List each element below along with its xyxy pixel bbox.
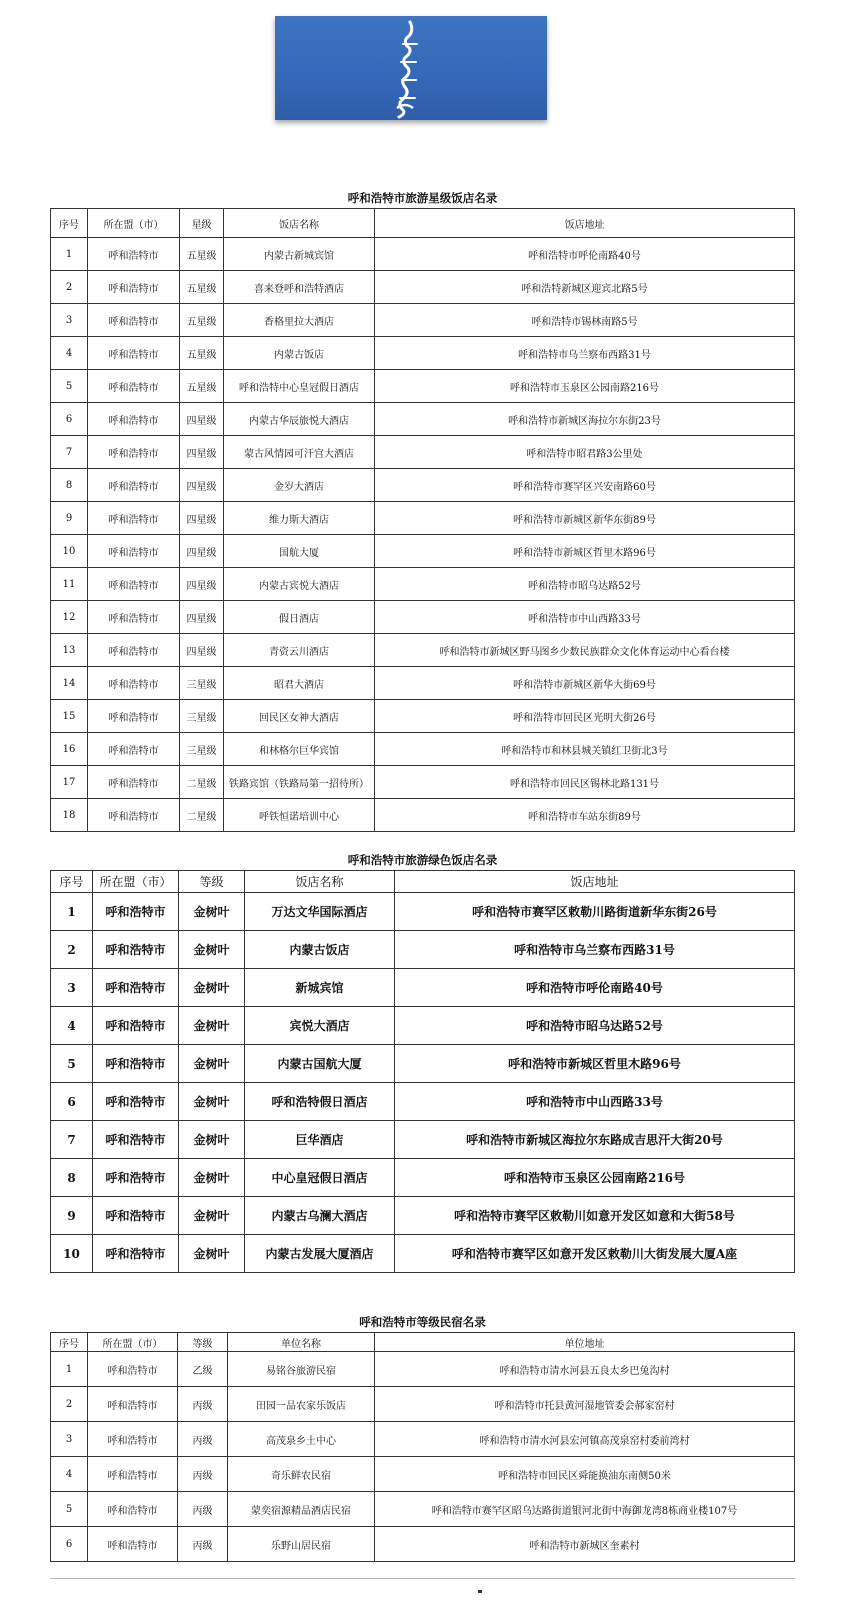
table-row [51, 1352, 795, 1387]
green-hotels-section [50, 850, 795, 1273]
address-cell: 呼和浩特市呼伦南路40号 [395, 969, 795, 1007]
region-cell: 呼和浩特市 [88, 337, 180, 370]
green-hotels-title: 呼和浩特市旅游绿色饭店名录 [347, 853, 498, 867]
table-row [51, 634, 795, 667]
level-cell: 金树叶 [179, 1121, 245, 1159]
index-cell: 5 [51, 1045, 93, 1083]
page-cutoff [0, 1578, 847, 1600]
table-row [51, 733, 795, 766]
index-cell: 2 [51, 271, 88, 304]
col-address-header: 单位地址 [375, 1333, 795, 1352]
level-cell: 金树叶 [179, 1235, 245, 1273]
star-hotels-title: 呼和浩特市旅游星级饭店名录 [347, 191, 498, 205]
address-cell: 呼和浩特市回民区光明大街26号 [375, 700, 795, 733]
table-row [51, 1235, 795, 1273]
address-cell: 呼和浩特市新城区新华大街69号 [375, 667, 795, 700]
header-banner [275, 16, 547, 120]
table-row [51, 1197, 795, 1235]
name-cell: 乐野山居民宿 [228, 1527, 375, 1562]
level-cell: 金树叶 [179, 893, 245, 931]
table-row [51, 403, 795, 436]
region-cell: 呼和浩特市 [88, 535, 180, 568]
level-cell: 三星级 [180, 700, 224, 733]
level-cell: 金树叶 [179, 931, 245, 969]
index-cell: 3 [51, 969, 93, 1007]
table-row [51, 370, 795, 403]
address-cell: 呼和浩特市昭乌达路52号 [375, 568, 795, 601]
level-cell: 五星级 [180, 238, 224, 271]
index-cell: 11 [51, 568, 88, 601]
region-cell: 呼和浩特市 [93, 1121, 179, 1159]
index-cell: 9 [51, 502, 88, 535]
index-cell: 2 [51, 931, 93, 969]
level-cell: 丙级 [178, 1387, 228, 1422]
index-cell: 8 [51, 469, 88, 502]
region-cell: 呼和浩特市 [88, 634, 180, 667]
table-row [51, 1387, 795, 1422]
region-cell: 呼和浩特市 [88, 667, 180, 700]
index-cell: 7 [51, 436, 88, 469]
col-grade-header: 等级 [178, 1333, 228, 1352]
table-row [51, 667, 795, 700]
address-cell: 呼和浩特市回民区锡林北路131号 [375, 766, 795, 799]
address-cell: 呼和浩特市赛罕区如意开发区敕勒川大街发展大厦A座 [395, 1235, 795, 1273]
col-region-header: 所在盟（市） [88, 1333, 178, 1352]
level-cell: 金树叶 [179, 1083, 245, 1121]
table-row [51, 766, 795, 799]
name-cell: 蒙奕宿源精品酒店民宿 [228, 1492, 375, 1527]
level-cell: 五星级 [180, 304, 224, 337]
table-row [51, 436, 795, 469]
level-cell: 金树叶 [179, 1045, 245, 1083]
name-cell: 香格里拉大酒店 [224, 304, 375, 337]
address-cell: 呼和浩特市中山西路33号 [395, 1083, 795, 1121]
region-cell: 呼和浩特市 [88, 238, 180, 271]
address-cell: 呼和浩特市锡林南路5号 [375, 304, 795, 337]
level-cell: 五星级 [180, 271, 224, 304]
table-row [51, 1492, 795, 1527]
region-cell: 呼和浩特市 [88, 403, 180, 436]
level-cell: 乙级 [178, 1352, 228, 1387]
region-cell: 呼和浩特市 [93, 1045, 179, 1083]
name-cell: 呼和浩特假日酒店 [245, 1083, 395, 1121]
region-cell: 呼和浩特市 [93, 1007, 179, 1045]
col-index-header: 序号 [51, 871, 93, 893]
table-row [51, 1159, 795, 1197]
table-row [51, 969, 795, 1007]
region-cell: 呼和浩特市 [88, 601, 180, 634]
table-row [51, 568, 795, 601]
level-cell: 四星级 [180, 469, 224, 502]
region-cell: 呼和浩特市 [88, 469, 180, 502]
name-cell: 内蒙古新城宾馆 [224, 238, 375, 271]
name-cell: 假日酒店 [224, 601, 375, 634]
address-cell: 呼和浩特市赛罕区兴安南路60号 [375, 469, 795, 502]
region-cell: 呼和浩特市 [93, 1197, 179, 1235]
level-cell: 四星级 [180, 634, 224, 667]
name-cell: 内蒙古国航大厦 [245, 1045, 395, 1083]
col-region-header: 所在盟（市） [93, 871, 179, 893]
index-cell: 6 [51, 403, 88, 436]
address-cell: 呼和浩特新城区迎宾北路5号 [375, 271, 795, 304]
level-cell: 四星级 [180, 535, 224, 568]
page-mark [478, 1590, 482, 1593]
homestays-table [50, 1332, 795, 1562]
index-cell: 15 [51, 700, 88, 733]
table-row [51, 893, 795, 931]
col-name-header: 饭店名称 [224, 209, 375, 238]
address-cell: 呼和浩特市乌兰察布西路31号 [395, 931, 795, 969]
region-cell: 呼和浩特市 [88, 271, 180, 304]
star-hotels-body [51, 238, 795, 832]
index-cell: 1 [51, 893, 93, 931]
index-cell: 3 [51, 304, 88, 337]
level-cell: 金树叶 [179, 1007, 245, 1045]
address-cell: 呼和浩特市回民区舜能换油东南侧50米 [375, 1457, 795, 1492]
table-row [51, 304, 795, 337]
region-cell: 呼和浩特市 [88, 1387, 178, 1422]
region-cell: 呼和浩特市 [88, 1527, 178, 1562]
index-cell: 4 [51, 1457, 88, 1492]
homestays-section [50, 1312, 795, 1562]
index-cell: 13 [51, 634, 88, 667]
address-cell: 呼和浩特市昭乌达路52号 [395, 1007, 795, 1045]
table-row [51, 337, 795, 370]
level-cell: 金树叶 [179, 969, 245, 1007]
address-cell: 呼和浩特市新城区哲里木路96号 [395, 1045, 795, 1083]
region-cell: 呼和浩特市 [88, 1457, 178, 1492]
name-cell: 蒙古风情园可汗宫大酒店 [224, 436, 375, 469]
name-cell: 呼铁恒诺培训中心 [224, 799, 375, 832]
region-cell: 呼和浩特市 [93, 1083, 179, 1121]
level-cell: 四星级 [180, 568, 224, 601]
address-cell: 呼和浩特市昭君路3公里处 [375, 436, 795, 469]
name-cell: 内蒙古饭店 [245, 931, 395, 969]
address-cell: 呼和浩特市清水河县五良太乡巴兔沟村 [375, 1352, 795, 1387]
name-cell: 内蒙古华辰旅悦大酒店 [224, 403, 375, 436]
table-row [51, 1422, 795, 1457]
table-header-row [51, 871, 795, 893]
name-cell: 中心皇冠假日酒店 [245, 1159, 395, 1197]
level-cell: 四星级 [180, 601, 224, 634]
level-cell: 丙级 [178, 1457, 228, 1492]
region-cell: 呼和浩特市 [88, 799, 180, 832]
divider [50, 1578, 795, 1579]
col-star-header: 星级 [180, 209, 224, 238]
col-index-header: 序号 [51, 1333, 88, 1352]
address-cell: 呼和浩特市玉泉区公园南路216号 [395, 1159, 795, 1197]
table-row [51, 601, 795, 634]
index-cell: 18 [51, 799, 88, 832]
index-cell: 1 [51, 238, 88, 271]
name-cell: 宾悦大酒店 [245, 1007, 395, 1045]
index-cell: 16 [51, 733, 88, 766]
level-cell: 五星级 [180, 337, 224, 370]
table-row [51, 1045, 795, 1083]
index-cell: 10 [51, 1235, 93, 1273]
region-cell: 呼和浩特市 [88, 1422, 178, 1457]
table-row [51, 1007, 795, 1045]
region-cell: 呼和浩特市 [88, 733, 180, 766]
green-hotels-table [50, 870, 795, 1273]
mongolian-script-emblem [275, 16, 547, 120]
region-cell: 呼和浩特市 [88, 700, 180, 733]
table-row [51, 469, 795, 502]
name-cell: 内蒙古宾悦大酒店 [224, 568, 375, 601]
address-cell: 呼和浩特市清水河县宏河镇高茂泉窑村委前湾村 [375, 1422, 795, 1457]
col-address-header: 饭店地址 [375, 209, 795, 238]
region-cell: 呼和浩特市 [93, 931, 179, 969]
region-cell: 呼和浩特市 [88, 568, 180, 601]
address-cell: 呼和浩特市托县黄河湿地管委会郝家窑村 [375, 1387, 795, 1422]
name-cell: 万达文华国际酒店 [245, 893, 395, 931]
col-name-header: 单位名称 [228, 1333, 375, 1352]
table-row [51, 1527, 795, 1562]
table-row [51, 502, 795, 535]
level-cell: 丙级 [178, 1492, 228, 1527]
address-cell: 呼和浩特市新城区海拉尔东路成吉思汗大街20号 [395, 1121, 795, 1159]
table-row [51, 238, 795, 271]
address-cell: 呼和浩特市赛罕区敕勒川路街道新华东街26号 [395, 893, 795, 931]
index-cell: 8 [51, 1159, 93, 1197]
name-cell: 喜来登呼和浩特酒店 [224, 271, 375, 304]
index-cell: 5 [51, 1492, 88, 1527]
address-cell: 呼和浩特市赛罕区敕勒川如意开发区如意和大街58号 [395, 1197, 795, 1235]
name-cell: 金岁大酒店 [224, 469, 375, 502]
address-cell: 呼和浩特市新城区野马图乡少数民族群众文化体育运动中心看台楼 [375, 634, 795, 667]
name-cell: 维力斯大酒店 [224, 502, 375, 535]
name-cell: 呼和浩特中心皇冠假日酒店 [224, 370, 375, 403]
star-hotels-table [50, 208, 795, 832]
address-cell: 呼和浩特市新城区哲里木路96号 [375, 535, 795, 568]
level-cell: 金树叶 [179, 1159, 245, 1197]
level-cell: 二星级 [180, 766, 224, 799]
region-cell: 呼和浩特市 [88, 1492, 178, 1527]
address-cell: 呼和浩特市新城区新华东街89号 [375, 502, 795, 535]
level-cell: 四星级 [180, 403, 224, 436]
col-name-header: 饭店名称 [245, 871, 395, 893]
region-cell: 呼和浩特市 [93, 893, 179, 931]
col-grade-header: 等级 [179, 871, 245, 893]
name-cell: 和林格尔巨华宾馆 [224, 733, 375, 766]
index-cell: 3 [51, 1422, 88, 1457]
index-cell: 4 [51, 1007, 93, 1045]
index-cell: 6 [51, 1083, 93, 1121]
address-cell: 呼和浩特市赛罕区昭乌达路街道银河北街中海御龙湾8栋商业楼107号 [375, 1492, 795, 1527]
table-row [51, 1121, 795, 1159]
region-cell: 呼和浩特市 [88, 502, 180, 535]
level-cell: 五星级 [180, 370, 224, 403]
homestays-body [51, 1352, 795, 1562]
col-address-header: 饭店地址 [395, 871, 795, 893]
index-cell: 2 [51, 1387, 88, 1422]
address-cell: 呼和浩特市玉泉区公园南路216号 [375, 370, 795, 403]
col-index-header: 序号 [51, 209, 88, 238]
name-cell: 田园一品农家乐饭店 [228, 1387, 375, 1422]
index-cell: 14 [51, 667, 88, 700]
level-cell: 三星级 [180, 733, 224, 766]
name-cell: 内蒙古发展大厦酒店 [245, 1235, 395, 1273]
region-cell: 呼和浩特市 [93, 969, 179, 1007]
table-row [51, 1083, 795, 1121]
table-row [51, 700, 795, 733]
name-cell: 内蒙古乌澜大酒店 [245, 1197, 395, 1235]
name-cell: 奇乐鲜农民宿 [228, 1457, 375, 1492]
level-cell: 四星级 [180, 436, 224, 469]
table-row [51, 931, 795, 969]
level-cell: 二星级 [180, 799, 224, 832]
name-cell: 内蒙古饭店 [224, 337, 375, 370]
table-row [51, 799, 795, 832]
name-cell: 国航大厦 [224, 535, 375, 568]
level-cell: 金树叶 [179, 1197, 245, 1235]
address-cell: 呼和浩特市呼伦南路40号 [375, 238, 795, 271]
index-cell: 7 [51, 1121, 93, 1159]
index-cell: 9 [51, 1197, 93, 1235]
region-cell: 呼和浩特市 [93, 1235, 179, 1273]
address-cell: 呼和浩特市新城区奎素村 [375, 1527, 795, 1562]
table-header-row [51, 1333, 795, 1352]
level-cell: 四星级 [180, 502, 224, 535]
name-cell: 高茂泉乡土中心 [228, 1422, 375, 1457]
table-header-row [51, 209, 795, 238]
index-cell: 5 [51, 370, 88, 403]
region-cell: 呼和浩特市 [88, 1352, 178, 1387]
table-row [51, 271, 795, 304]
name-cell: 青资云川酒店 [224, 634, 375, 667]
table-row [51, 535, 795, 568]
name-cell: 新城宾馆 [245, 969, 395, 1007]
region-cell: 呼和浩特市 [88, 304, 180, 337]
region-cell: 呼和浩特市 [88, 436, 180, 469]
level-cell: 三星级 [180, 667, 224, 700]
region-cell: 呼和浩特市 [88, 370, 180, 403]
address-cell: 呼和浩特市中山西路33号 [375, 601, 795, 634]
address-cell: 呼和浩特市和林县城关镇红卫街北3号 [375, 733, 795, 766]
name-cell: 昭君大酒店 [224, 667, 375, 700]
green-hotels-body [51, 893, 795, 1273]
index-cell: 10 [51, 535, 88, 568]
address-cell: 呼和浩特市车站东街89号 [375, 799, 795, 832]
index-cell: 17 [51, 766, 88, 799]
address-cell: 呼和浩特市新城区海拉尔东街23号 [375, 403, 795, 436]
name-cell: 铁路宾馆（铁路局第一招待所） [224, 766, 375, 799]
address-cell: 呼和浩特市乌兰察布西路31号 [375, 337, 795, 370]
star-hotels-section [50, 188, 795, 832]
name-cell: 易铭谷旅游民宿 [228, 1352, 375, 1387]
level-cell: 丙级 [178, 1527, 228, 1562]
index-cell: 4 [51, 337, 88, 370]
homestays-title: 呼和浩特市等级民宿名录 [359, 1315, 486, 1329]
region-cell: 呼和浩特市 [93, 1159, 179, 1197]
col-region-header: 所在盟（市） [88, 209, 180, 238]
name-cell: 巨华酒店 [245, 1121, 395, 1159]
index-cell: 12 [51, 601, 88, 634]
index-cell: 1 [51, 1352, 88, 1387]
table-row [51, 1457, 795, 1492]
region-cell: 呼和浩特市 [88, 766, 180, 799]
index-cell: 6 [51, 1527, 88, 1562]
name-cell: 回民区女神大酒店 [224, 700, 375, 733]
level-cell: 丙级 [178, 1422, 228, 1457]
